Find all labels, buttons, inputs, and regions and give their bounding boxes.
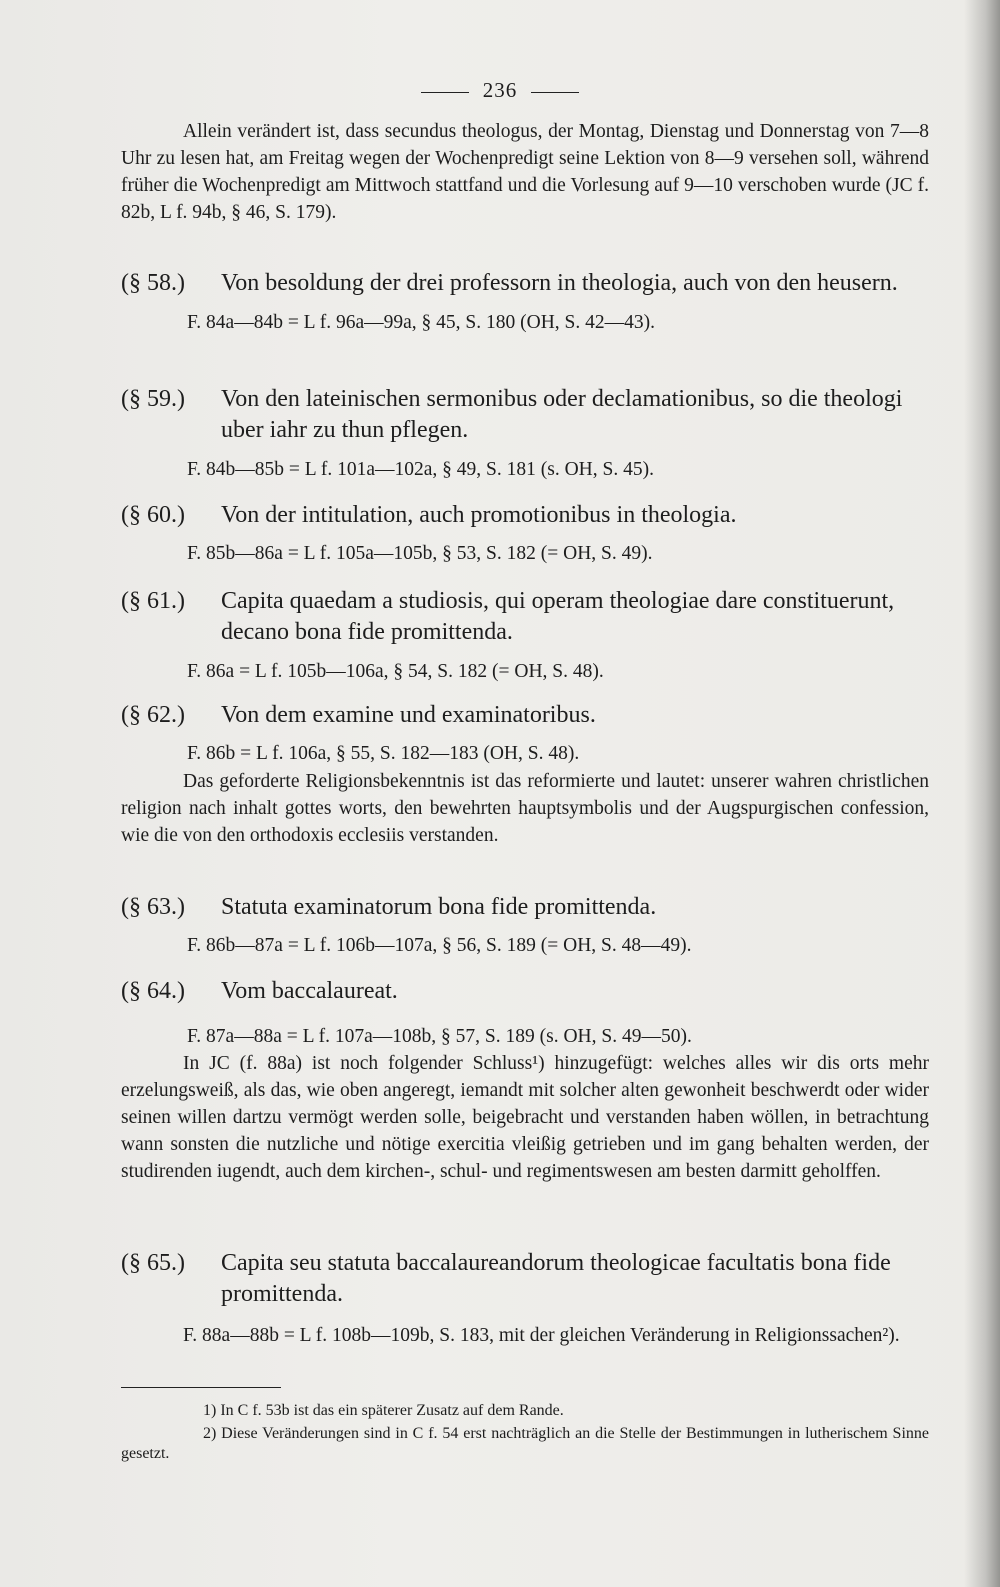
section-heading	[121, 700, 929, 731]
section-heading	[121, 586, 929, 648]
section-60	[121, 500, 929, 567]
section-title: Von den lateinischen sermonibus oder declamationibus, so die theologi uber iahr zu thun pflegen.	[221, 386, 903, 443]
footnotes	[121, 1401, 929, 1464]
section-61	[121, 586, 929, 685]
section-note: In JC (f. 88a) ist noch folgender Schluss¹) hinzugefügt: welches alles wir dis orts mehr erzelungsweiß, als das, wie oben angeregt, iemandt mit solcher alten gewonheit beschwerdt oder wider seinen willen dartzu vermögt werden solle, beigebracht und verstanden haben wöllen, in betrachtung wann sonsten die nutzliche und nötige exercitia vleißig getrieben und im gang behalten werden, der studirenden iugendt, auch dem kirchen-, schul- und regimentswesen am besten darmitt geholffen.	[121, 1053, 929, 1182]
section-reference: F. 84a—84b = L f. 96a—99a, § 45, S. 180 (OH, S. 42—43).	[187, 312, 656, 333]
page-edge-shadow	[964, 0, 1000, 1587]
section-title: Statuta examinatorum bona fide promittenda.	[221, 894, 657, 920]
section-number: (§ 59.)	[121, 386, 185, 412]
section-63	[121, 892, 929, 959]
section-number: (§ 61.)	[121, 588, 185, 614]
footnote-1: 1) In C f. 53b ist das ein späterer Zusatz auf dem Rande.	[203, 1402, 564, 1419]
section-heading	[121, 384, 929, 446]
section-note: Das geforderte Religionsbekenntnis ist das reformierte und lautet: unserer wahren christlichen religion nach inhalt gottes worts, den bewehrten hauptsymbolis und der Augspurgischen confession, wie die von den orthodoxis ecclesiis verstanden.	[121, 771, 929, 846]
page-number-line	[0, 78, 1000, 103]
section-heading	[121, 500, 929, 531]
section-58	[121, 268, 929, 336]
section-reference: F. 84b—85b = L f. 101a—102a, § 49, S. 181 (s. OH, S. 45).	[187, 459, 654, 480]
section-reference: F. 86b = L f. 106a, § 55, S. 182—183 (OH, S. 48).	[187, 743, 580, 764]
section-number: (§ 65.)	[121, 1250, 185, 1276]
section-59	[121, 384, 929, 483]
section-reference: F. 86b—87a = L f. 106b—107a, § 56, S. 189 (= OH, S. 48—49).	[187, 935, 692, 956]
section-title: Capita quaedam a studiosis, qui operam theologiae dare constituerunt, decano bona fide promittenda.	[221, 588, 895, 645]
section-number: (§ 62.)	[121, 702, 185, 728]
section-title: Von besoldung der drei professorn in theologia, auch von den heusern.	[221, 270, 898, 296]
section-title: Von dem examine und examinatoribus.	[221, 702, 596, 728]
section-number: (§ 63.)	[121, 894, 185, 920]
footnote-divider	[121, 1387, 281, 1388]
section-65	[121, 1248, 929, 1349]
footnote-2: 2) Diese Veränderungen sind in C f. 54 erst nachträglich an die Stelle der Bestimmungen in lutherischem Sinne gesetzt.	[121, 1425, 929, 1462]
section-heading	[121, 268, 929, 299]
section-title: Vom baccalaureat.	[221, 978, 398, 1004]
section-64	[121, 976, 929, 1185]
section-62	[121, 700, 929, 849]
intro-paragraph: Allein verändert ist, dass secundus theologus, der Montag, Dienstag und Donnerstag von 7—8 Uhr zu lesen hat, am Freitag wegen der Wochenpredigt seine Lektion von 8—9 versehen soll, während früher die Wochenpredigt am Mittwoch stattfand und die Vorlesung auf 9—10 verschoben wurde (JC f. 82b, L f. 94b, § 46, S. 179).	[121, 121, 929, 223]
section-reference: F. 87a—88a = L f. 107a—108b, § 57, S. 189 (s. OH, S. 49—50).	[187, 1026, 692, 1047]
section-reference: F. 86a = L f. 105b—106a, § 54, S. 182 (= OH, S. 48).	[187, 661, 604, 682]
section-reference: F. 88a—88b = L f. 108b—109b, S. 183, mit der gleichen Veränderung in Religionssachen²).	[183, 1325, 900, 1346]
page-number-rule-right	[531, 92, 579, 93]
section-heading	[121, 1248, 929, 1310]
page-number: 236	[482, 78, 518, 102]
section-number: (§ 58.)	[121, 270, 185, 296]
section-heading	[121, 976, 929, 1007]
section-reference: F. 85b—86a = L f. 105a—105b, § 53, S. 182 (= OH, S. 49).	[187, 543, 653, 564]
section-number: (§ 64.)	[121, 978, 185, 1004]
section-title: Von der intitulation, auch promotionibus in theologia.	[221, 502, 737, 528]
section-title: Capita seu statuta baccalaureandorum theologicae facultatis bona fide promittenda.	[221, 1250, 891, 1307]
intro-block	[121, 118, 929, 226]
page-number-rule-left	[421, 92, 469, 93]
section-heading	[121, 892, 929, 923]
section-number: (§ 60.)	[121, 502, 185, 528]
